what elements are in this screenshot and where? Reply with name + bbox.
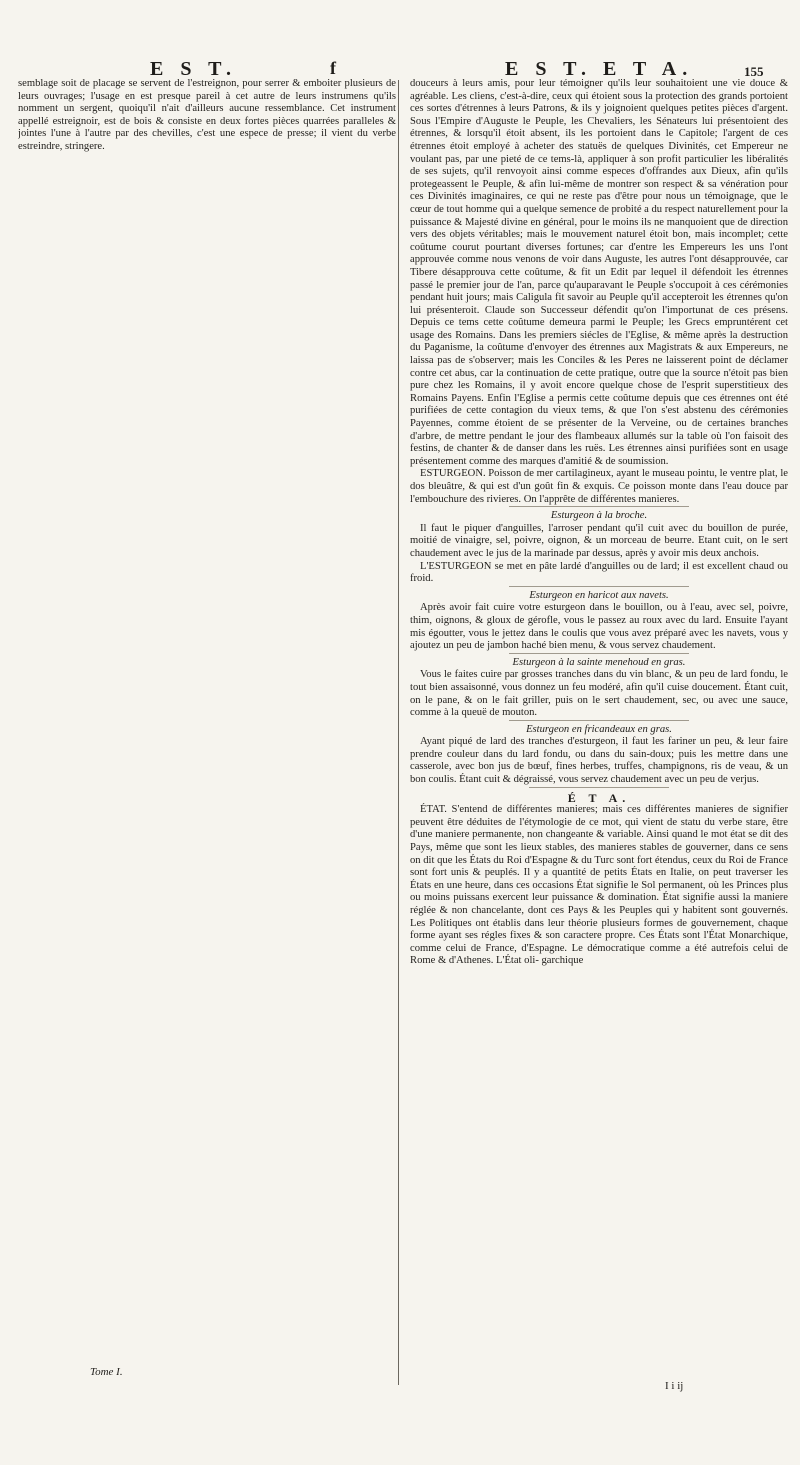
menehoud-text: Vous le faites cuire par grosses tranches dans du vin blanc, & un peu de lard fondu, le tout bien assaisonné, vous donnez un feu modéré, afin qu'il cuise doucement. Étant cuit, on le pane, & on le fait griller, puis on le sert chaudement, sec, ou avec une sauce, comme à la queuë de mouton. <box>410 669 788 719</box>
footer-signature: I i ij <box>665 1380 684 1392</box>
right-column <box>410 78 788 1383</box>
running-head-left: E S T. <box>150 58 237 80</box>
footer-volume: Tome I. <box>90 1366 123 1378</box>
right-paragraph-1: douceurs à leurs amis, pour leur témoigner qu'ils leur souhaitoient une vie douce & agréable. Les cliens, c'est-à-dire, ceux qui étoient sous la protection des grands portoient ces sortes d'étrennes à leurs Patrons, & ils y joignoient quelques petites pièces d'argent. Sous l'Empire d'Auguste le Peuple, les Chevaliers, les Sénateurs lui présentoient des étrennes, & lorsqu'il étoit absent, ils les portoient dans le Capitole; l'argent de ces étrennes étoit employé à acheter des statuës de quelques Divinités, cet Empereur ne voulant pas, par une pieté de ce tems-là, appliquer à son profit particulier les libéralités de ses sujets, qu'il renvoyoit ainsi comme especes d'offrandes aux Dieux, afin qu'ils protegeassent le Peuple, & afin lui-même de montrer son respect & sa vénération pour ces Divinités imaginaires, ce qui ne reste pas d'être pour nous un témoignage, que le cœur de tout homme qui a quelque semence de probité a du respect naturellement pour la puissance & Majesté divine en général, pour le moins ils ne manquoient que de direction vers des objets véritables; mais le mouvement naturel étoit bon, mais incomplet; cette coûtume courut pourtant diverses fortunes; car d'entre les Empereurs les uns l'ont approuvée comme nous venons de voir dans Auguste, les autres l'ont désapprouvée, car Tibere désapprouva cette coûtume, & fit un Edit par lequel il défendoit les étrennes passé le premier jour de l'an, parce qu'auparavant le Peuple s'occupoit à ces cérémonies pendant huit jours; mais Caligula fit savoir au Peuple qu'il accepteroit les étrennes qu'on lui présenteroit. Claude son Successeur défendit qu'on l'importunat de ces présens. Depuis ce tems cette coûtume demeura parmi le Peuple; les Grecs empruntérent cet usage des Romains. Dans les premiers siécles de l'Eglise, & même après la destruction du Paganisme, la coûtume d'envoyer des étrennes aux Magistrats & aux Empereurs, ne laissa pas de s'observer; mais les Conciles & les Peres ne laisserent point de déclamer contre cet abus, car la continuation de cette pratique, outre que la source n'étoit pas bien pure chez les Romains, il y avoit encore quelque chose de l'esprit superstitieux des Romains Payens. Enfin l'Eglise a permis cette coûtume depuis que ces étrennes ont été purifiées de cette contagion du vieux tems, & que l'on s'est abstenu des cérémonies Payennes, comme étoient de se présenter de la Verveine, ou de certaines branches d'arbre, de mettre pendant le jour des flambeaux allumés sur la table où l'on faisoit des festins, de chanter & de danser dans les ruës. Les étrennes ainsi purifiées sont en usage présentement comme des marques d'amitié & de soumission. <box>410 78 788 467</box>
haricot-text: Après avoir fait cuire votre esturgeon dans le bouillon, ou à l'eau, avec sel, poivre, thim, oignons, & gloux de gérofle, vous le passez au roux avec du lard. Ensuite l'ayant mis égoutter, vous le jettez dans le coulis que vous avez préparé avec les navets, vous y ajoutez un peu de jambon haché bien menu, & vous servez chaudement. <box>410 602 788 652</box>
subheading-menehoud: Esturgeon à la sainte menehoud en gras. <box>410 653 788 670</box>
running-head-left-mark: f <box>330 58 342 78</box>
etat-entry: ÉTAT. S'entend de différentes manieres; mais ces différentes manieres de signifier peuvent être déduites de l'étymologie de ce mot, qui vient de statu du verbe stare, être d'une maniere permanente, non changeante & variable. Ainsi quand le mot état se dit des Pays, même que sont les lieux stables, des manieres stables de gouverner, dans ce sens on dit que les États du Roi d'Espagne & du Turc sont fort étendus, ceux du Roi de France sont fort unis & peuplés. Il y a quantité de petits États en Italie, on peut traverser les États en une heure, dans ces occasions État signifie le Sol permanent, où les Princes plus ou moins puissans exercent leur puissance & domination. État signifie aussi la maniere réglée & non chancelante, dont ces Pays & les Peuples qui y habitent sont gouvernés. Les Politiques ont établis dans leur théorie plusieurs formes de gouvernement, chaque forme ayant ses régles fixes & son caractere propre. Ces États sont l'État Monarchique, comme celui de France, d'Espagne. Le démocratique comme a été autrefois celui de Rome & d'Athenes. L'État oli- garchique <box>410 804 788 967</box>
running-head-right: E S T. E T A. <box>505 58 694 80</box>
column-rule <box>398 80 399 1385</box>
left-column <box>18 78 396 1383</box>
subheading-broche: Esturgeon à la broche. <box>410 506 788 523</box>
section-heading-eta: É T A. <box>410 787 788 805</box>
esturgeon-entry: ESTURGEON. Poisson de mer cartilagineux, ayant le museau pointu, le ventre plat, le dos bleuâtre, & qui est d'un goût fin & exquis. Ce poisson monte dans l'eau douce par l'embouchure des rivieres. On l'apprête de différentes manieres. <box>410 468 788 505</box>
subheading-haricot: Esturgeon en haricot aux navets. <box>410 586 788 603</box>
fricandeaux-text: Ayant piqué de lard des tranches d'esturgeon, il faut les fariner un peu, & leur faire prendre couleur dans du lard fondu, ou dans du sain-doux; puis les mettre dans une casserole, avec bon jus de bœuf, fines herbes, truffes, champignons, ris de veau, & un bon coulis. Étant cuit & dégraissé, vous servez chaudement avec un peu de verjus. <box>410 736 788 786</box>
subheading-fricandeaux: Esturgeon en fricandeaux en gras. <box>410 720 788 737</box>
broche-text-2: L'ESTURGEON se met en pâte lardé d'anguilles ou de lard; il est excellent chaud ou froid. <box>410 560 788 585</box>
left-paragraph-1: semblage soit de placage se servent de l'estreignon, pour serrer & emboiter plusieurs de leurs ouvrages; l'usage en est presque pareil à cet autre de leurs instrumens qu'ils nomment un sergent, quoiqu'il n'ait d'ailleurs aucune ressemblance. Cet instrument appellé estreignoir, est de bois & consiste en deux fortes pièces quarrées paralleles & jointes l'une à l'autre par des chevilles, c'est une espece de presse; il vient du verbe estreindre, stringere. <box>18 78 396 152</box>
broche-text-1: Il faut le piquer d'anguilles, l'arroser pendant qu'il cuit avec du bouillon de purée, moitié de vinaigre, sel, poivre, oignon, & un morceau de beurre. Etant cuit, on le sert chaudement avec le jus de la marinade par dessus, après y avoir mis deux anchois. <box>410 522 788 559</box>
page-number: 155 <box>744 64 764 79</box>
